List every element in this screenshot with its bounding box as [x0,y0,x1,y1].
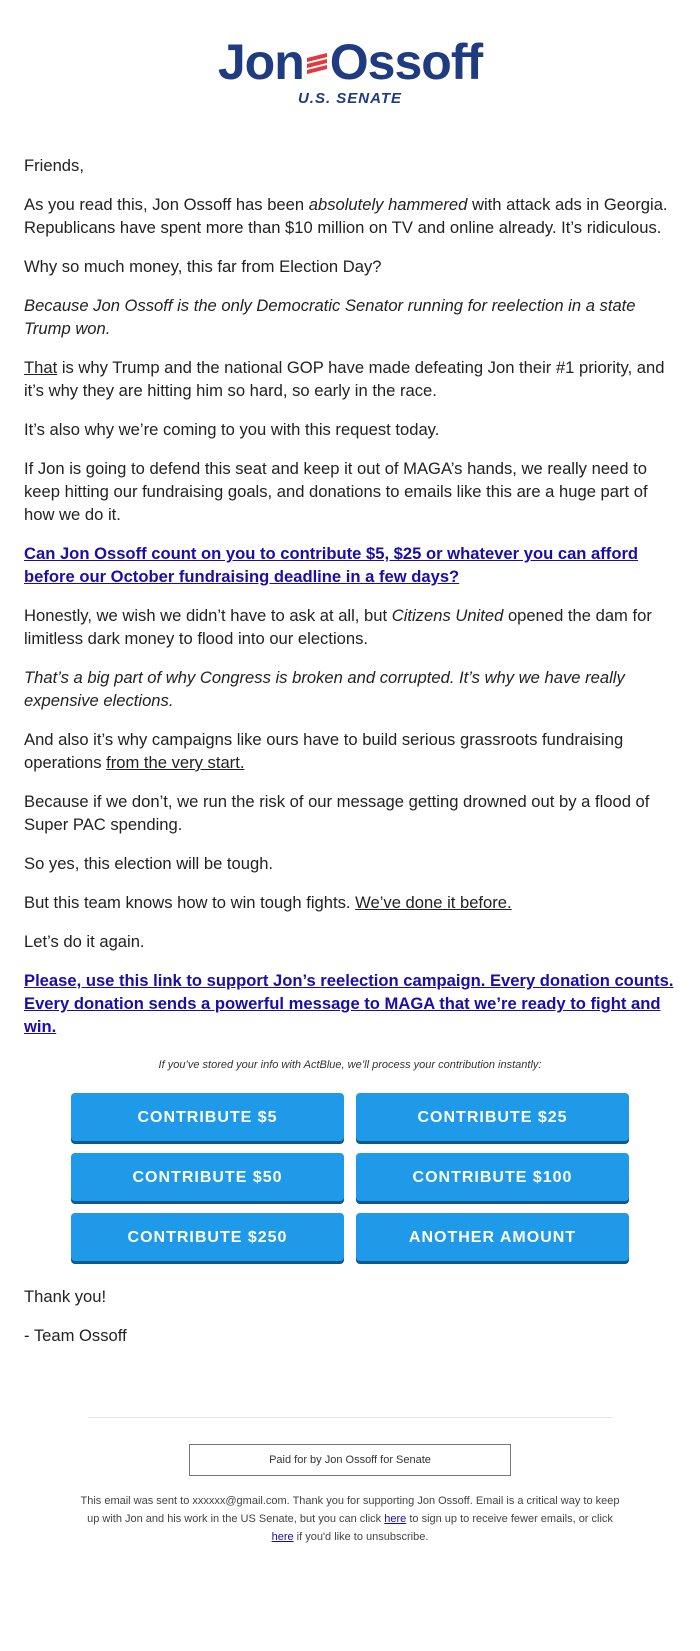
logo-name-left: Jon [217,34,304,90]
cta-paragraph [24,969,676,1038]
logo-subtitle: U.S. SENATE [297,90,403,107]
contribute-100-button[interactable]: CONTRIBUTE $100 [356,1153,629,1201]
fewer-emails-link[interactable]: here [384,1513,407,1525]
paragraph: It’s also why we’re coming to you with this request today. [24,420,440,439]
unsubscribe-link[interactable]: here [271,1531,294,1543]
recipient-email: xxxxxx@gmail.com [192,1495,287,1507]
paragraph: That’s a big part of why Congress is broken and corrupted. It’s why we have really expensive elections. [24,668,625,710]
donate-button-grid [24,1093,676,1261]
paid-for-box: Paid for by Jon Ossoff for Senate [189,1444,511,1476]
support-campaign-link[interactable]: Please, use this link to support Jon’s reelection campaign. Every donation counts. Every donation sends a powerful message to MAGA that we’re ready to fight and win. [24,971,674,1036]
greeting: Friends, [24,156,84,175]
paragraph: Honestly, we wish we didn’t have to ask at all, but Citizens United opened the dam for limitless dark money to flood into our elections. [24,606,652,648]
contribute-5-button[interactable]: CONTRIBUTE $5 [71,1093,344,1141]
paragraph: Why so much money, this far from Election Day? [24,257,382,276]
signature: - Team Ossoff [24,1326,127,1345]
donate-cta-link[interactable]: Can Jon Ossoff count on you to contribute $5, $25 or whatever you can afford before our October fundraising deadline in a few days? [24,544,639,586]
email-body [0,112,700,1347]
paragraph: But this team knows how to win tough fights. We’ve done it before. [24,893,512,912]
flag-stripes-icon [306,42,328,82]
campaign-logo [0,0,700,112]
footer-fine-print: This email was sent to xxxxxx@gmail.com. Thank you for supporting Jon Ossoff. Email is a critical way to keep up with Jon and his work in the US Senate, but you can click here to sign up to receive fewer emails, or click here if you'd like to unsubscribe. [80,1495,620,1543]
another-amount-button[interactable]: ANOTHER AMOUNT [356,1213,629,1261]
paragraph: Let’s do it again. [24,932,145,951]
contribute-25-button[interactable]: CONTRIBUTE $25 [356,1093,629,1141]
contribute-250-button[interactable]: CONTRIBUTE $250 [71,1213,344,1261]
paragraph: If Jon is going to defend this seat and keep it out of MAGA’s hands, we really need to keep hitting our fundraising goals, and donations to emails like this are a huge part of how we do it. [24,459,648,524]
actblue-note: If you’ve stored your info with ActBlue, we’ll process your contribution instantly: [158,1059,542,1071]
footer-divider [88,1417,613,1418]
paragraph: As you read this, Jon Ossoff has been absolutely hammered with attack ads in Georgia. Republicans have spent more than $10 million on TV and online already. It’s ridiculous. [24,195,668,237]
paragraph: So yes, this election will be tough. [24,854,274,873]
email-footer [0,1417,700,1546]
contribute-50-button[interactable]: CONTRIBUTE $50 [71,1153,344,1201]
thanks-text: Thank you! [24,1287,107,1306]
paragraph: And also it’s why campaigns like ours have to build serious grassroots fundraising operations from the very start. [24,730,624,772]
paragraph: Because Jon Ossoff is the only Democratic Senator running for reelection in a state Trump won. [24,296,636,338]
logo-wordmark [218,36,482,88]
logo-name-right: Ossoff [329,34,483,90]
paragraph: That is why Trump and the national GOP have made defeating Jon their #1 priority, and it’s why they are hitting him so hard, so early in the race. [24,358,665,400]
cta-paragraph [24,542,676,588]
paragraph: Because if we don’t, we run the risk of our message getting drowned out by a flood of Super PAC spending. [24,792,650,834]
